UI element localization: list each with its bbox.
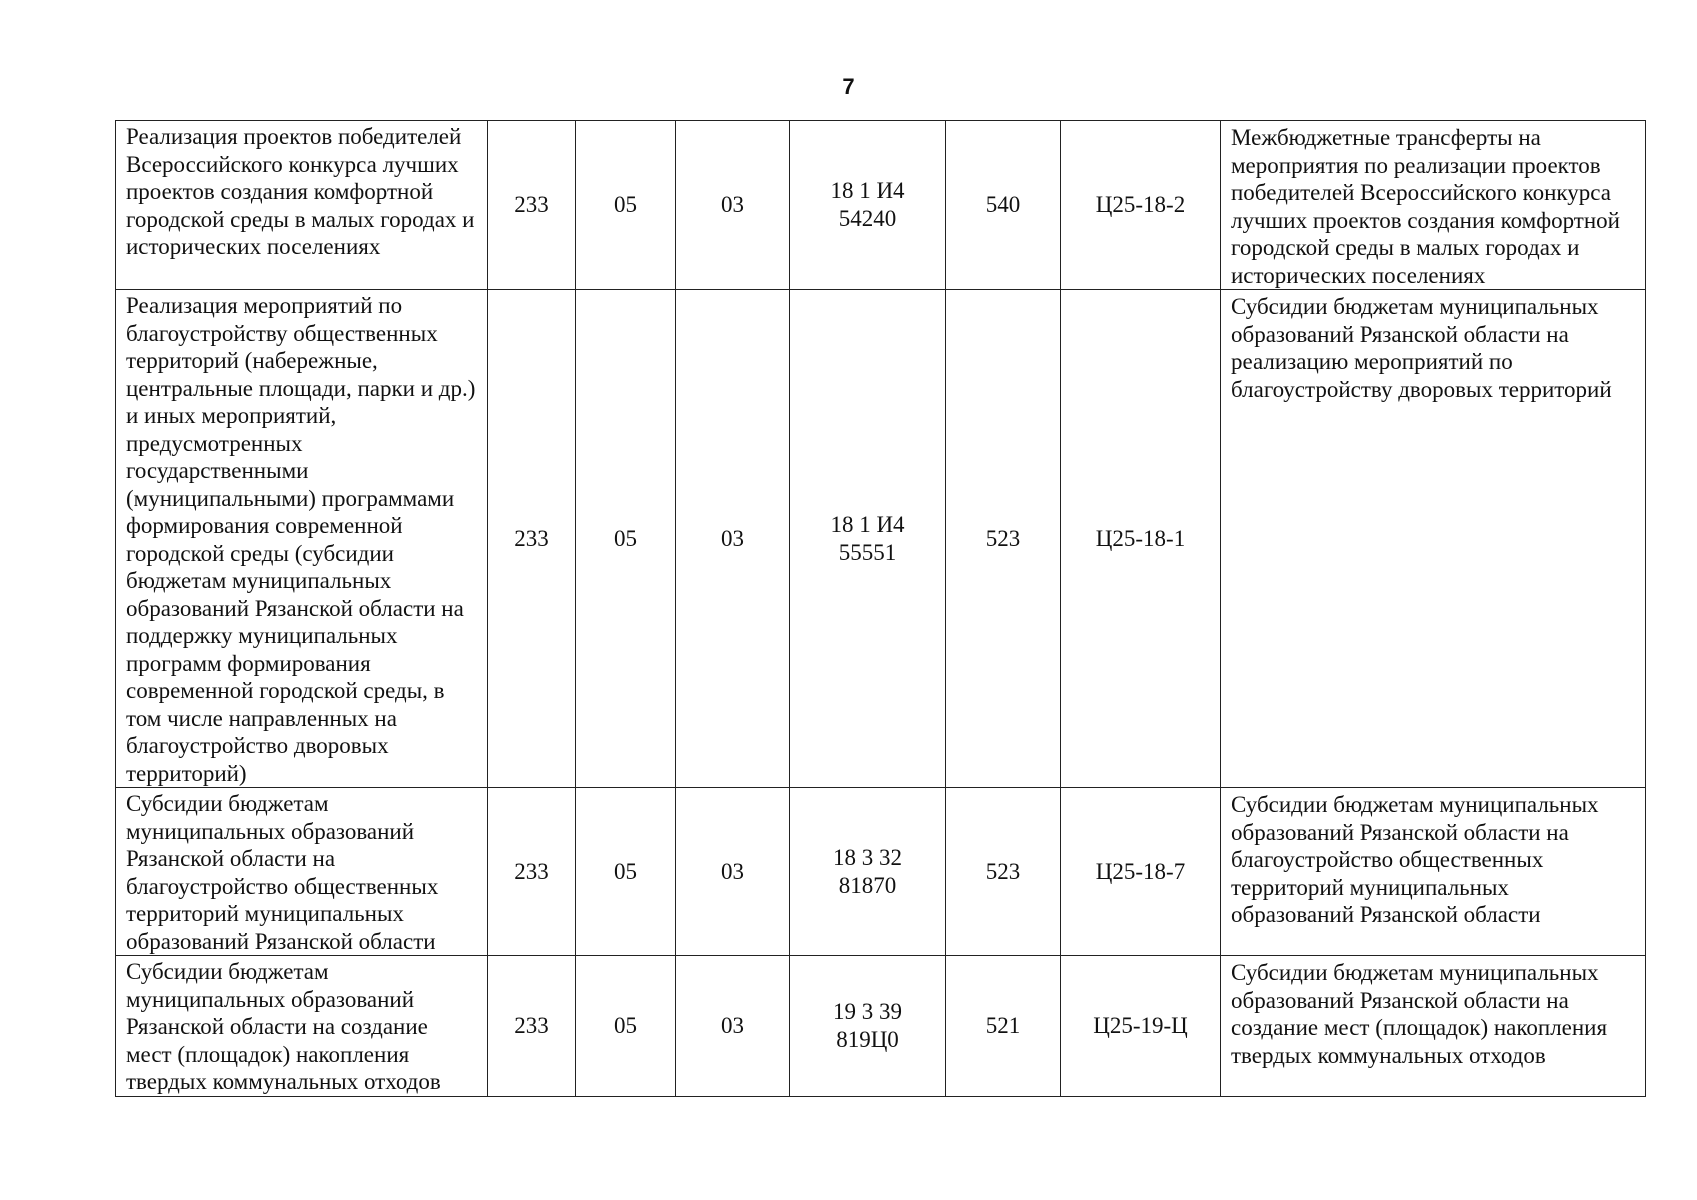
target-article-line-2: 819Ц0 <box>836 1026 899 1052</box>
purpose-description-cell: Субсидии бюджетам муниципальных образований Рязанской области на реализацию мероприятий по благоустройству дворовых территорий <box>1221 290 1646 788</box>
target-article-line-2: 54240 <box>838 206 897 231</box>
purpose-code-cell: Ц25-18-2 <box>1061 121 1221 290</box>
subsection-code-cell: 03 <box>676 956 790 1097</box>
gr-code-cell: 233 <box>488 956 576 1097</box>
page-number: 7 <box>842 74 855 99</box>
gr-code-cell: 233 <box>488 788 576 956</box>
table-row <box>116 121 1646 290</box>
expense-type-cell: 523 <box>946 788 1061 956</box>
target-article-line-1: 19 3 39 <box>833 998 902 1024</box>
target-article-line-2: 55551 <box>838 539 897 565</box>
target-article-cell <box>790 290 946 788</box>
expense-name-cell: Реализация мероприятий по благоустройству общественных территорий (набережные, центральные площади, парки и др.) и иных мероприятий, предусмотренных государственными (муниципальными) программами формирования современной городской среды (субсидии бюджетам муниципальных образований Рязанской области на поддержку муниципальных программ формирования современной городской среды, в том числе направленных на благоустройство дворовых территорий) <box>116 290 488 788</box>
purpose-code-cell: Ц25-19-Ц <box>1061 956 1221 1097</box>
purpose-description-cell: Субсидии бюджетам муниципальных образований Рязанской области на создание мест (площадок) накопления твердых коммунальных отходов <box>1221 956 1646 1097</box>
gr-code-cell: 233 <box>488 121 576 290</box>
section-code-cell: 05 <box>576 956 676 1097</box>
target-article-line-1: 18 1 И4 <box>830 178 905 203</box>
gr-code-cell: 233 <box>488 290 576 788</box>
expense-type-cell: 521 <box>946 956 1061 1097</box>
table-row <box>116 956 1646 1097</box>
table-row <box>116 788 1646 956</box>
table-row <box>116 290 1646 788</box>
section-code-cell: 05 <box>576 121 676 290</box>
target-article-line-2: 81870 <box>838 872 897 898</box>
purpose-description-cell: Субсидии бюджетам муниципальных образований Рязанской области на благоустройство общественных территорий муниципальных образований Рязанской области <box>1221 788 1646 956</box>
expense-type-cell: 540 <box>946 121 1061 290</box>
subsection-code-cell: 03 <box>676 788 790 956</box>
subsection-code-cell: 03 <box>676 121 790 290</box>
expense-name-cell: Субсидии бюджетам муниципальных образований Рязанской области на создание мест (площадок) накопления твердых коммунальных отходов <box>116 956 488 1097</box>
target-article-line-1: 18 3 32 <box>833 844 902 870</box>
target-article-cell <box>790 788 946 956</box>
expense-name-cell: Реализация проектов победителей Всероссийского конкурса лучших проектов создания комфортной городской среды в малых городах и исторических поселениях <box>116 121 488 290</box>
expense-type-cell: 523 <box>946 290 1061 788</box>
target-article-cell <box>790 121 946 290</box>
target-article-line-1: 18 1 И4 <box>830 511 905 537</box>
section-code-cell: 05 <box>576 788 676 956</box>
purpose-code-cell: Ц25-18-1 <box>1061 290 1221 788</box>
section-code-cell: 05 <box>576 290 676 788</box>
purpose-description-cell: Межбюджетные трансферты на мероприятия по реализации проектов победителей Всероссийского конкурса лучших проектов создания комфортной городской среды в малых городах и исторических поселениях <box>1221 121 1646 290</box>
purpose-code-cell: Ц25-18-7 <box>1061 788 1221 956</box>
budget-code-table <box>115 120 1646 1097</box>
subsection-code-cell: 03 <box>676 290 790 788</box>
expense-name-cell: Субсидии бюджетам муниципальных образований Рязанской области на благоустройство общественных территорий муниципальных образований Рязанской области <box>116 788 488 956</box>
target-article-cell <box>790 956 946 1097</box>
